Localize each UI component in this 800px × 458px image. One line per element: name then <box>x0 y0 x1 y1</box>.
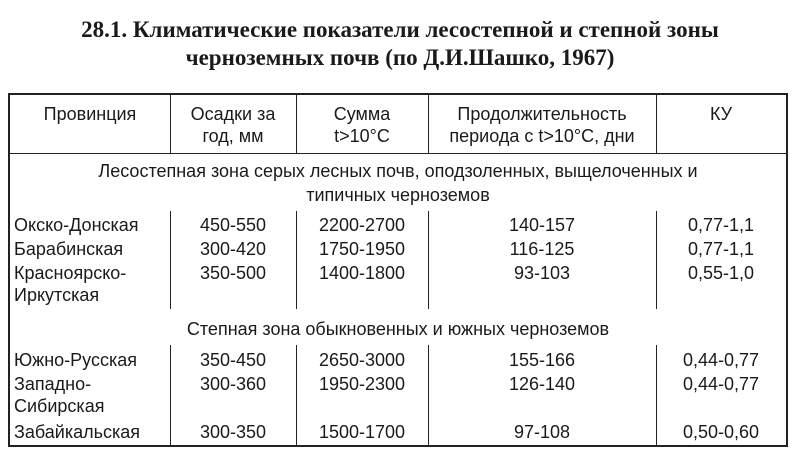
header-ku: КУ <box>709 104 733 124</box>
period-cell: 155-166 <box>508 350 576 370</box>
col-divider <box>656 95 657 153</box>
province-cell <box>14 373 104 417</box>
header-period-line1: Продолжительность <box>457 104 627 124</box>
temp-cell: 1950-2300 <box>318 374 406 394</box>
province-line1: Красноярско- <box>14 263 127 283</box>
zone-title-line1: Лесостепная зона серых лесных почв, оподзоленных, выщелоченных и <box>98 161 698 181</box>
precip-cell: 350-500 <box>199 263 267 283</box>
precip-cell: 300-360 <box>199 374 267 394</box>
ku-cell: 0,44-0,77 <box>682 350 760 370</box>
col-divider <box>428 95 429 153</box>
province-cell: Окско-Донская <box>14 215 139 235</box>
period-cell: 126-140 <box>508 374 576 394</box>
province-line2: Иркутская <box>14 285 100 305</box>
ku-cell: 0,77-1,1 <box>687 215 755 235</box>
ku-cell: 0,44-0,77 <box>682 374 760 394</box>
temp-cell: 1400-1800 <box>318 263 406 283</box>
header-precip-line2: год, мм <box>202 126 264 146</box>
province-cell: Забайкальская <box>14 422 141 442</box>
document-title <box>0 16 800 72</box>
header-temp-line1: Сумма <box>333 104 391 124</box>
temp-cell: 2650-3000 <box>318 350 406 370</box>
title-line-2: черноземных почв (по Д.И.Шашко, 1967) <box>185 45 615 70</box>
temp-cell: 2200-2700 <box>318 215 406 235</box>
header-precip-line1: Осадки за <box>190 104 276 124</box>
period-cell: 93-103 <box>513 263 571 283</box>
precip-cell: 300-420 <box>199 239 267 259</box>
period-cell: 97-108 <box>513 422 571 442</box>
ku-cell: 0,55-1,0 <box>687 263 755 283</box>
zone-title-forest-steppe <box>10 159 786 207</box>
province-line1: Западно- <box>14 374 92 394</box>
title-line-1: 28.1. Климатические показатели лесостепной и степной зоны <box>81 17 719 42</box>
province-line2: Сибирская <box>14 396 105 416</box>
ku-cell: 0,50-0,60 <box>682 422 760 442</box>
province-cell: Барабинская <box>14 239 124 259</box>
col-divider <box>170 95 171 153</box>
col-divider <box>296 95 297 153</box>
header-temp-line2: t>10°С <box>334 126 390 146</box>
header-temp-sum <box>296 103 428 147</box>
temp-cell: 1500-1700 <box>318 422 406 442</box>
province-cell <box>14 262 126 306</box>
climate-table <box>8 93 788 447</box>
header-divider <box>10 153 786 154</box>
period-cell: 140-157 <box>508 215 576 235</box>
zone-title-line2: типичных черноземов <box>306 185 490 205</box>
header-period-line2: периода с t>10°С, дни <box>449 126 635 146</box>
zone-title-steppe: Степная зона обыкновенных и южных черноземов <box>186 319 610 339</box>
temp-cell: 1750-1950 <box>318 239 406 259</box>
header-province: Провинция <box>43 104 137 124</box>
precip-cell: 350-450 <box>199 350 267 370</box>
precip-cell: 300-350 <box>199 422 267 442</box>
header-precip <box>170 103 296 147</box>
precip-cell: 450-550 <box>199 215 267 235</box>
header-period <box>428 103 656 147</box>
ku-cell: 0,77-1,1 <box>687 239 755 259</box>
province-cell: Южно-Русская <box>14 350 138 370</box>
period-cell: 116-125 <box>509 239 575 259</box>
